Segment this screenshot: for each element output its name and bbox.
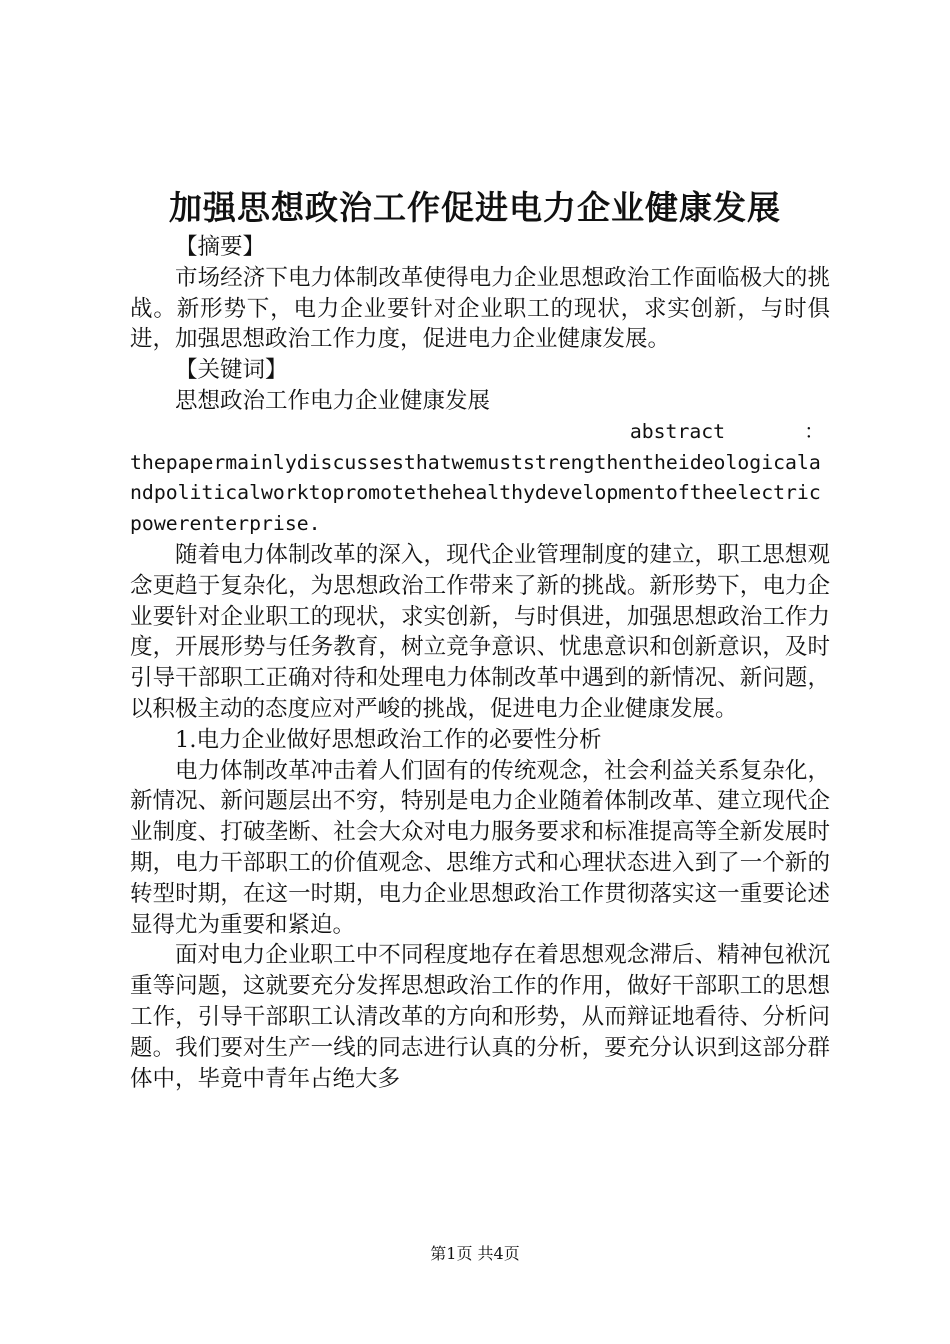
- intro-paragraph: 随着电力体制改革的深入，现代企业管理制度的建立，职工思想观念更趋于复杂化，为思想政治工作带来了新的挑战。新形势下，电力企业要针对企业职工的现状，求实创新，与时俱进，加强思想政治工作力度，开展形势与任务教育，树立竞争意识、忧患意识和创新意识，及时引导干部职工正确对待和处理电力体制改革中遇到的新情况、新问题，以积极主动的态度应对严峻的挑战，促进电力企业健康发展。: [130, 541, 830, 722]
- abstract-label: 【摘要】: [175, 234, 266, 260]
- page-number-footer: 第1页 共4页: [430, 1244, 520, 1263]
- document-body: [130, 232, 830, 1094]
- keywords-text: 思想政治工作电力企业健康发展: [175, 387, 491, 414]
- document-title: 加强思想政治工作促进电力企业健康发展: [169, 188, 781, 227]
- english-abstract: [130, 417, 830, 540]
- section-paragraph-2: 面对电力企业职工中不同程度地存在着思想观念滞后、精神包袱沉重等问题，这就要充分发挥思想政治工作的作用，做好干部职工的思想工作，引导干部职工认清改革的方向和形势，从而辩证地看待、分析问题。我们要对生产一线的同志进行认真的分析，要充分认识到这部分群体中，毕竟中青年占绝大多: [130, 942, 830, 1092]
- section-heading: 1.电力企业做好思想政治工作的必要性分析: [175, 726, 602, 753]
- section-paragraph-1: 电力体制改革冲击着人们固有的传统观念，社会利益关系复杂化，新情况、新问题层出不穷，特别是电力企业随着体制改革、建立现代企业制度、打破垄断、社会大众对电力服务要求和标准提高等全新发展时期，电力干部职工的价值观念、思维方式和心理状态进入到了一个新的转型时期，在这一时期，电力企业思想政治工作贯彻落实这一重要论述显得尤为重要和紧迫。: [130, 757, 830, 938]
- english-abstract-lead: abstract ：: [629, 419, 824, 443]
- english-abstract-body: thepapermainlydiscussesthatwemuststrengthentheideologicalandpoliticalworktopromotethehealthydevelopmentoftheelectricpowerenterprise.: [130, 450, 821, 536]
- abstract-text: 市场经济下电力体制改革使得电力企业思想政治工作面临极大的挑战。新形势下，电力企业要针对企业职工的现状，求实创新，与时俱进，加强思想政治工作力度，促进电力企业健康发展。: [130, 264, 830, 353]
- keywords-label: 【关键词】: [175, 357, 288, 384]
